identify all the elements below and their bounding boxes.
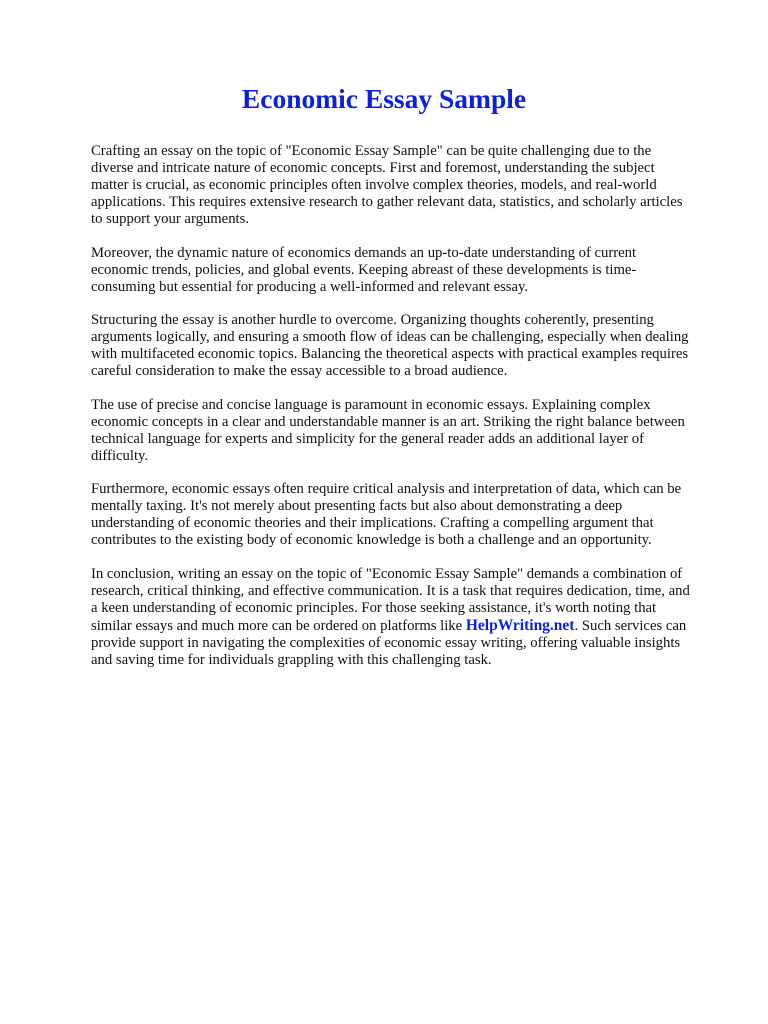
- helpwriting-link[interactable]: HelpWriting.net: [465, 616, 575, 634]
- conclusion-paragraph: [91, 566, 722, 669]
- page-title: Economic Essay Sample: [241, 83, 527, 114]
- paragraph-5: Furthermore, economic essays often require critical analysis and interpretation of data, which can be mentally taxing. It's not merely about presenting facts but also about demonstrating a deep understanding of economic theories and their implications. Crafting a compelling argument that contributes to the existing body of economic knowledge is both a challenge and an opportunity.: [91, 481, 682, 548]
- conclusion-text-after-link: . Such services can provide support in navigating the complexities of economic essay writing, offering valuable insights and saving time for individuals grappling with this challenging task.: [91, 617, 687, 668]
- paragraph-2: Moreover, the dynamic nature of economics demands an up-to-date understanding of current economic trends, policies, and global events. Keeping abreast of these developments is time- consuming but essential for producing a well-informed and relevant essay.: [91, 244, 637, 295]
- paragraph-1: Crafting an essay on the topic of "Economic Essay Sample" can be quite challenging due to the diverse and intricate nature of economic concepts. First and foremost, understanding the subject matter is crucial, as economic principles often involve complex theories, models, and real-world applications. This requires extensive research to gather relevant data, statistics, and scholarly articles to support your arguments.: [91, 143, 683, 227]
- conclusion-text-before-link: In conclusion, writing an essay on the topic of "Economic Essay Sample" demands a combination of research, critical thinking, and effective communication. It is a task that requires dedication, time, and a keen understanding of economic principles. For those seeking assistance, it's worth noting that similar essays and much more can be ordered on platforms like: [91, 565, 690, 634]
- paragraph-3: Structuring the essay is another hurdle to overcome. Organizing thoughts coherently, presenting arguments logically, and ensuring a smooth flow of ideas can be challenging, especially when dealing with multifaceted economic topics. Balancing the theoretical aspects with practical examples requires careful consideration to make the essay accessible to a broad audience.: [91, 312, 689, 379]
- paragraph-4: The use of precise and concise language is paramount in economic essays. Explaining complex economic concepts in a clear and understandable manner is an art. Striking the right balance between technical language for experts and simplicity for the general reader adds an additional layer of difficulty.: [91, 396, 685, 464]
